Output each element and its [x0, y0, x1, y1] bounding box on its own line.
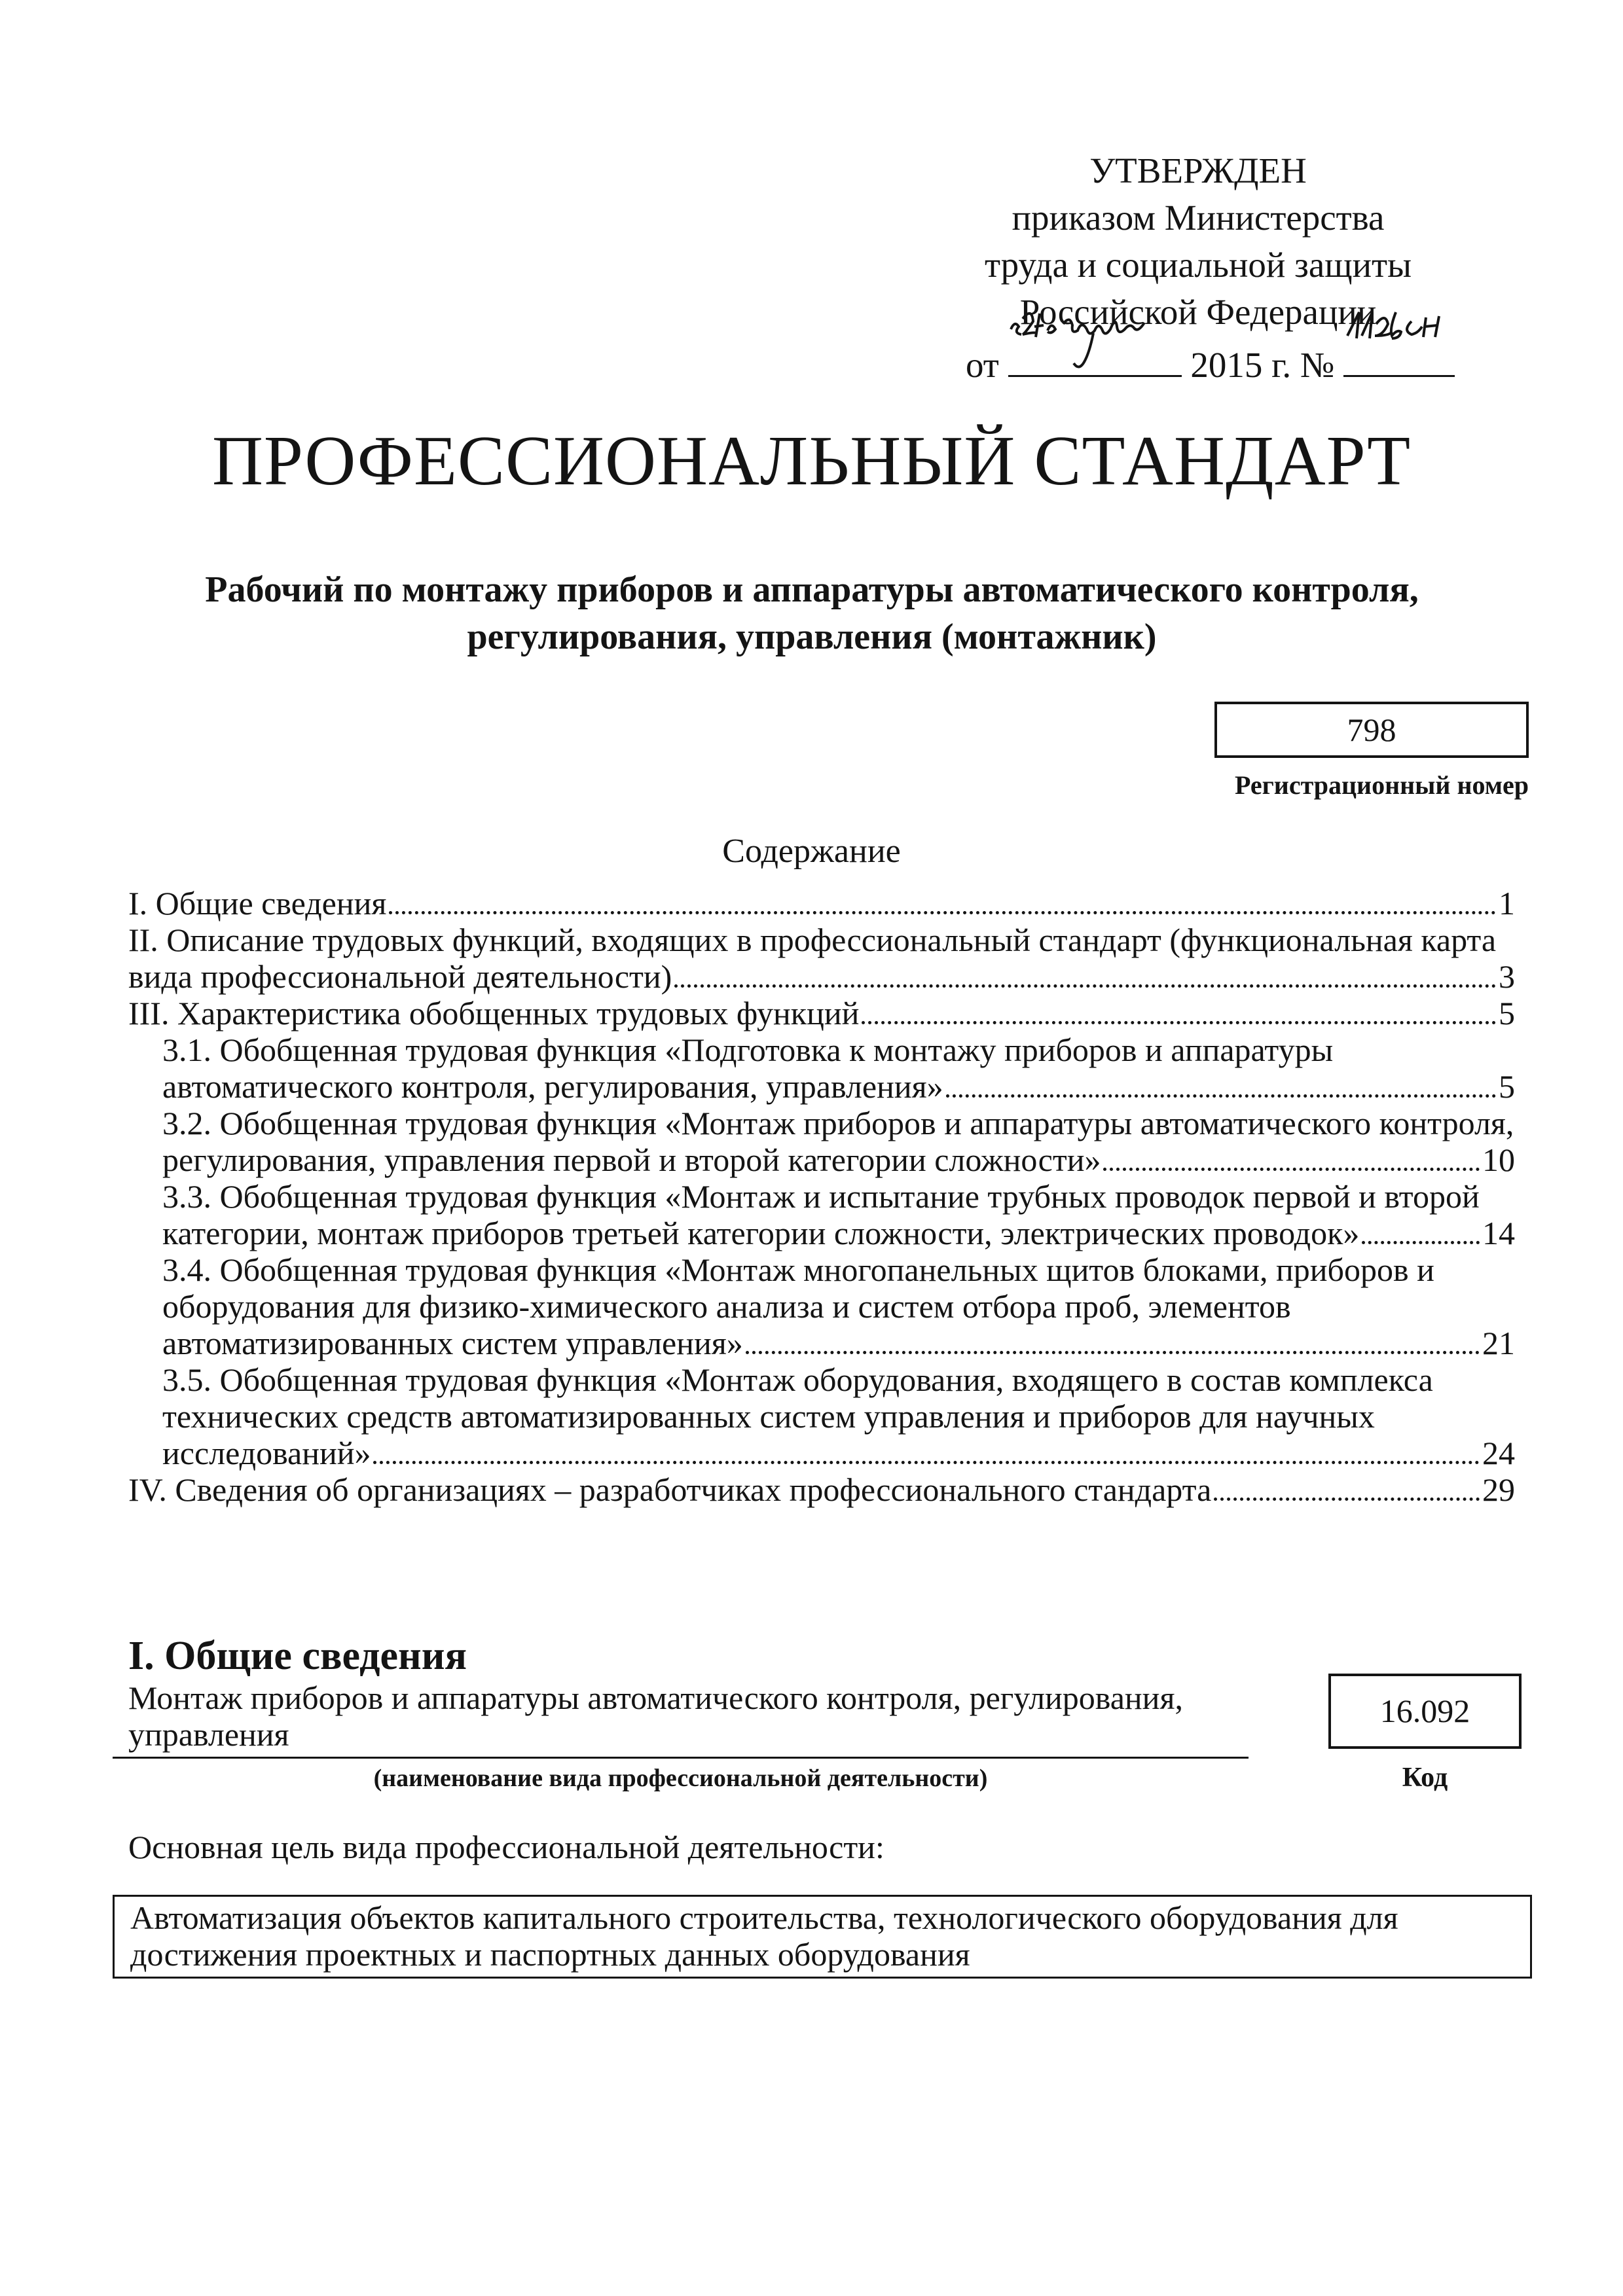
approval-order-by: приказом Министерства — [1012, 198, 1385, 238]
toc-item-text-line: оборудования для физико-химического анализа и систем отбора проб, элементов — [162, 1288, 1291, 1325]
toc-item-text: автоматического контроля, регулирования, управления» — [162, 1068, 943, 1105]
toc-item-page: 3 — [1499, 958, 1515, 995]
document-title: ПРОФЕССИОНАЛЬНЫЙ СТАНДАРТ — [211, 422, 1412, 500]
handwritten-date-signature-icon — [1008, 304, 1182, 376]
toc-item-3-4[interactable] — [128, 1251, 1515, 1361]
toc-item-text-line: 3.4. Обобщенная трудовая функция «Монтаж многопанельных щитов блоками, приборов и — [162, 1251, 1434, 1288]
approval-ministry: труда и социальной защиты — [984, 245, 1412, 285]
toc-item-text-line: II. Описание трудовых функций, входящих в профессиональный стандарт (функциональная карта — [128, 922, 1497, 958]
activity-name: Монтаж приборов и аппаратуры автоматического контроля, регулирования, управления — [128, 1679, 1183, 1753]
goal-box: Автоматизация объектов капитального строительства, технологического оборудования для достижения проектных и паспортных данных оборудования — [113, 1895, 1532, 1979]
toc-item-text: III. Характеристика обобщенных трудовых функций — [128, 995, 860, 1031]
section-title: I. Общие сведения — [128, 1634, 467, 1678]
handwritten-order-date — [1008, 336, 1182, 377]
registration-number-label: Регистрационный номер — [1234, 770, 1529, 800]
order-prefix: от — [966, 345, 999, 385]
toc-item-text: автоматизированных систем управления» — [162, 1325, 743, 1361]
order-year: 2015 г. № — [1190, 345, 1335, 385]
toc-item-page: 24 — [1482, 1435, 1515, 1471]
activity-code-box: 16.092 — [1328, 1674, 1522, 1749]
toc-item-section-4[interactable] — [128, 1471, 1515, 1508]
toc-item-page: 21 — [1482, 1325, 1515, 1361]
toc-item-section-1[interactable] — [128, 885, 1515, 922]
toc-title: Содержание — [722, 833, 901, 870]
approval-block — [903, 147, 1493, 383]
table-of-contents — [128, 885, 1515, 1508]
toc-item-section-3[interactable] — [128, 995, 1515, 1031]
activity-code-label: Код — [1402, 1763, 1448, 1793]
toc-item-text-line: 3.5. Обобщенная трудовая функция «Монтаж оборудования, входящего в состав комплекса — [162, 1361, 1433, 1398]
toc-item-page: 5 — [1499, 1068, 1515, 1105]
registration-number-box: 798 — [1214, 702, 1529, 758]
toc-item-text-line: 3.3. Обобщенная трудовая функция «Монтаж и испытание трубных проводок первой и второй — [162, 1178, 1480, 1215]
toc-item-text-line: 3.1. Обобщенная трудовая функция «Подготовка к монтажу приборов и аппаратуры — [162, 1031, 1334, 1068]
activity-name-caption: (наименование вида профессиональной деятельности) — [373, 1765, 988, 1792]
toc-item-text: IV. Сведения об организациях – разработчиках профессионального стандарта — [128, 1471, 1212, 1508]
toc-item-text-line: 3.2. Обобщенная трудовая функция «Монтаж приборов и аппаратуры автоматического контроля, — [162, 1105, 1514, 1141]
standard-name: Рабочий по монтажу приборов и аппаратуры автоматического контроля, регулирования, управления (монтажник) — [205, 569, 1419, 657]
toc-item-text: I. Общие сведения — [128, 885, 387, 922]
toc-item-3-3[interactable] — [128, 1178, 1515, 1251]
approval-country: Российской Федерации — [1019, 292, 1377, 332]
toc-item-3-1[interactable] — [128, 1031, 1515, 1105]
handwritten-order-number — [1343, 336, 1455, 377]
toc-item-section-2[interactable] — [128, 922, 1515, 995]
toc-item-3-5[interactable] — [128, 1361, 1515, 1471]
toc-item-page: 29 — [1482, 1471, 1515, 1508]
toc-item-text: вида профессиональной деятельности) — [128, 958, 672, 995]
toc-item-text-line: технических средств автоматизированных систем управления и приборов для научных — [162, 1398, 1375, 1435]
activity-underline — [113, 1757, 1249, 1759]
toc-item-page: 1 — [1499, 885, 1515, 922]
toc-item-page: 5 — [1499, 995, 1515, 1031]
approval-heading: УТВЕРЖДЕН — [1089, 151, 1307, 190]
toc-item-page: 14 — [1482, 1215, 1515, 1251]
toc-item-text: категории, монтаж приборов третьей категории сложности, электрических проводок» — [162, 1215, 1360, 1251]
toc-item-text: регулирования, управления первой и второй категории сложности» — [162, 1141, 1101, 1178]
toc-item-text: исследований» — [162, 1435, 371, 1471]
approval-order-line — [903, 336, 1493, 383]
handwritten-number-signature-icon — [1343, 304, 1455, 363]
toc-item-page: 10 — [1482, 1141, 1515, 1178]
goal-label: Основная цель вида профессиональной деятельности: — [128, 1829, 884, 1865]
toc-item-3-2[interactable] — [128, 1105, 1515, 1178]
